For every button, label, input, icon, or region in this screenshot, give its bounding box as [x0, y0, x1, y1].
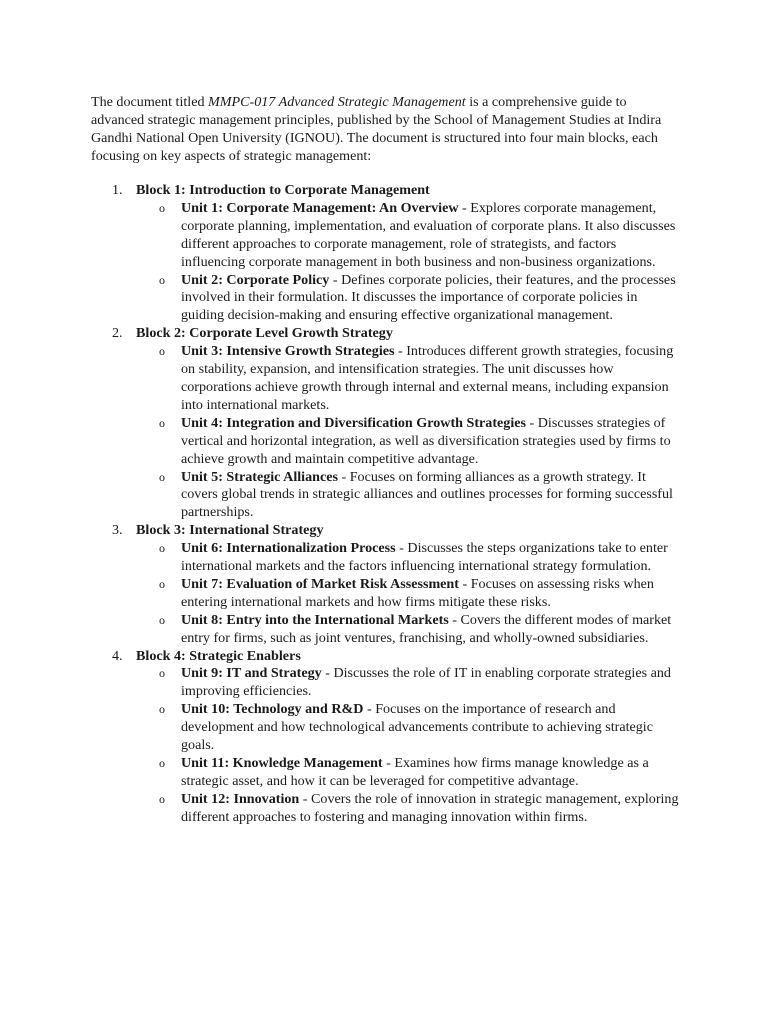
unit-description: - Focuses on the importance of research and development and how technological advancements contribute to achieving strategic goals. — [181, 701, 653, 754]
unit-description: - Focuses on assessing risks when entering international markets and how firms mitigate these risks. — [181, 575, 654, 610]
unit-item — [136, 665, 681, 701]
block-title: Block 1: Introduction to Corporate Management — [136, 182, 430, 198]
unit-item — [136, 200, 681, 272]
unit-item — [136, 755, 681, 791]
intro-prefix: The document titled — [91, 94, 209, 110]
unit-title: Unit 5: Strategic Alliances — [181, 468, 338, 485]
unit-description: - Introduces different growth strategies, focusing on stability, expansion, and intensification strategies. The unit discusses how corporations achieve growth through internal and external means, including expansion into international markets. — [181, 343, 674, 413]
block-number: 4. — [112, 647, 123, 664]
unit-list — [136, 540, 691, 647]
block-number: 1. — [112, 182, 123, 198]
unit-item — [136, 272, 681, 326]
intro-suffix: is a comprehensive guide to advanced strategic management principles, published by the School of Management Studies at Indira Gandhi National Open University (IGNOU). The document is structured into four main blocks, each focusing on key aspects of strategic management: — [91, 94, 662, 164]
bullet-icon: o — [159, 791, 165, 806]
unit-item — [136, 343, 681, 415]
unit-list — [136, 665, 691, 826]
block-title: Block 3: International Strategy — [136, 522, 324, 539]
bullet-icon: o — [159, 469, 165, 484]
unit-description: - Focuses on forming alliances as a growth strategy. It covers global trends in strategic alliances and outlines processes for forming successful partnerships. — [181, 468, 673, 521]
bullet-icon: o — [159, 702, 165, 717]
unit-description: - Covers the role of innovation in strategic management, exploring different approaches to fostering and managing innovation within firms. — [181, 790, 679, 825]
block-item — [91, 182, 691, 325]
unit-item — [136, 791, 681, 827]
unit-description: - Discusses the steps organizations take to enter international markets and the factors influencing international strategy formulation. — [181, 540, 668, 575]
block-title: Block 4: Strategic Enablers — [136, 647, 301, 664]
bullet-icon: o — [159, 272, 165, 287]
bullet-icon: o — [159, 666, 165, 681]
unit-list — [136, 200, 691, 325]
unit-item — [136, 612, 681, 648]
block-item — [91, 648, 691, 827]
unit-item — [136, 701, 681, 755]
unit-item — [136, 540, 681, 576]
unit-description: - Examines how firms manage knowledge as a strategic asset, and how it can be leveraged for competitive advantage. — [181, 755, 649, 789]
bullet-icon: o — [159, 576, 165, 591]
unit-description: - Discusses the role of IT in enabling corporate strategies and improving efficiencies. — [181, 665, 671, 700]
unit-title: Unit 12: Innovation — [181, 790, 300, 807]
bullet-icon: o — [159, 344, 165, 359]
document-title: MMPC-017 Advanced Strategic Management — [208, 94, 466, 110]
block-number: 2. — [112, 325, 123, 342]
block-title: Block 2: Corporate Level Growth Strategy — [136, 325, 393, 342]
unit-description: - Defines corporate policies, their features, and the processes involved in their formulation. It discusses the importance of corporate policies in guiding decision-making and ensuring effective organizational management. — [181, 271, 676, 324]
bullet-icon: o — [159, 756, 165, 770]
unit-title: Unit 2: Corporate Policy — [181, 271, 330, 288]
bullet-icon: o — [159, 200, 165, 215]
unit-description: - Explores corporate management, corporate planning, implementation, and evaluation of corporate plans. It also discusses different approaches to corporate management, role of strategists, and factors influencing corporate management in both business and non-business organizations. — [181, 199, 676, 270]
unit-item — [136, 576, 681, 612]
unit-list — [136, 343, 691, 522]
unit-title: Unit 3: Intensive Growth Strategies — [181, 343, 395, 360]
unit-title: Unit 1: Corporate Management: An Overview — [181, 199, 459, 216]
unit-title: Unit 9: IT and Strategy — [181, 665, 322, 682]
intro-paragraph — [91, 94, 681, 166]
unit-title: Unit 7: Evaluation of Market Risk Assessment — [181, 575, 459, 592]
bullet-icon: o — [159, 541, 165, 556]
unit-description: - Covers the different modes of market entry for firms, such as joint ventures, franchising, and wholly-owned subsidiaries. — [181, 611, 672, 646]
block-item — [91, 522, 691, 647]
unit-title: Unit 11: Knowledge Management — [181, 755, 383, 771]
block-item — [91, 325, 691, 522]
bullet-icon: o — [159, 612, 165, 627]
unit-item — [136, 415, 681, 469]
unit-title: Unit 4: Integration and Diversification Growth Strategies — [181, 414, 527, 431]
unit-item — [136, 469, 681, 523]
block-list — [91, 182, 691, 827]
unit-description: - Discusses strategies of vertical and horizontal integration, as well as diversification strategies used by firms to achieve growth and maintain competitive advantage. — [181, 414, 671, 467]
bullet-icon: o — [159, 415, 165, 430]
unit-title: Unit 8: Entry into the International Markets — [181, 611, 449, 628]
unit-title: Unit 10: Technology and R&D — [181, 701, 364, 718]
block-number: 3. — [112, 522, 123, 539]
unit-title: Unit 6: Internationalization Process — [181, 540, 396, 557]
